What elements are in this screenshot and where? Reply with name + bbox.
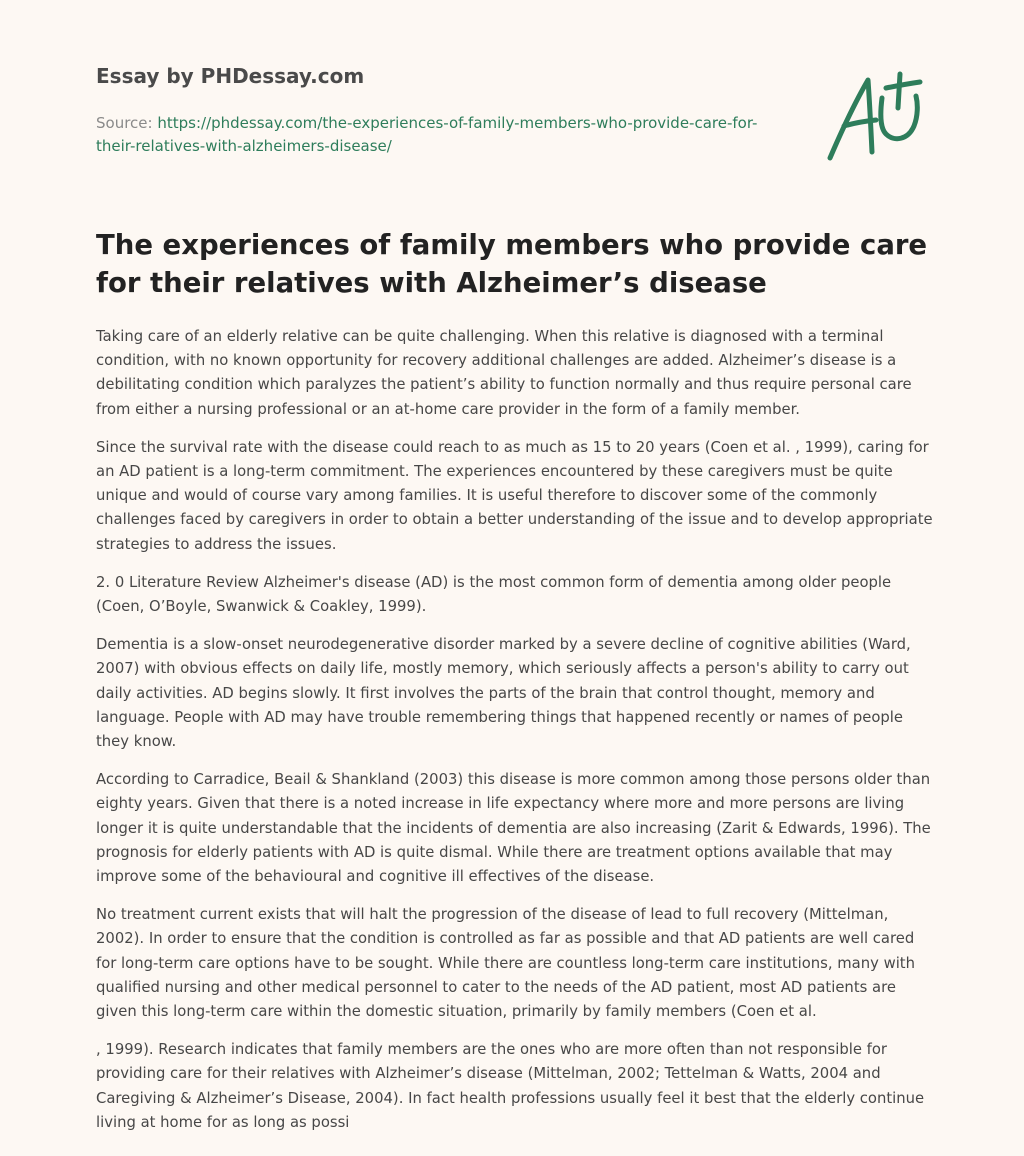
site-brand: Essay by PHDessay.com [96, 64, 365, 88]
essay-body [96, 325, 936, 1149]
paragraph: Dementia is a slow-onset neurodegenerative disorder marked by a severe decline of cognitive abilities (Ward, 2007) with obvious effects on daily life, mostly memory, which seriously affects a person's ability to carry out daily activities. AD begins slowly. It first involves the parts of the brain that control thought, memory and language. People with AD may have trouble remembering things that happened recently or names of people they know. [96, 636, 911, 751]
paragraph: , 1999). Research indicates that family members are the ones who are more often than not responsible for providing care for their relatives with Alzheimer’s disease (Mittelman, 2002; Tettelman & Watts, 2004 and Caregiving & Alzheimer’s Disease, 2004). In fact health professions usually feel it best that the elderly continue living at home for as long as possi [96, 1041, 925, 1131]
paragraph: 2. 0 Literature Review Alzheimer's disease (AD) is the most common form of dementia among older people (Coen, O’Boyle, Swanwick & Coakley, 1999). [96, 573, 892, 616]
paragraph: Taking care of an elderly relative can be quite challenging. When this relative is diagnosed with a terminal condition, with no known opportunity for recovery additional challenges are added. Alzheimer’s disease is a debilitating condition which paralyzes the patient’s ability to function normally and thus require personal care from either a nursing professional or an at-home care provider in the form of a family member. [96, 328, 912, 418]
paragraph: Since the survival rate with the disease could reach to as much as 15 to 20 years (Coen et al. , 1999), caring for an AD patient is a long-term commitment. The experiences encountered by these caregivers must be quite unique and would of course vary among families. It is useful therefore to discover some of the commonly challenges faced by caregivers in order to obtain a better understanding of the issue and to develop appropriate strategies to address the issues. [96, 438, 933, 553]
essay-title: The experiences of family members who provide care for their relatives with Alzheimer’s disease [96, 229, 928, 299]
paragraph: No treatment current exists that will halt the progression of the disease of lead to full recovery (Mittelman, 2002). In order to ensure that the condition is controlled as far as possible and that AD patients are well cared for long-term care options have to be sought. While there are countless long-term care institutions, many with qualified nursing and other medical personnel to cater to the needs of the AD patient, most AD patients are given this long-term care within the domestic situation, primarily by family members (Coen et al. [96, 906, 915, 1021]
source-line [96, 112, 776, 158]
paragraph: According to Carradice, Beail & Shankland (2003) this disease is more common among those persons older than eighty years. Given that there is a noted increase in life expectancy where more and more persons are living longer it is quite understandable that the incidents of dementia are also increasing (Zarit & Edwards, 1996). The prognosis for elderly patients with AD is quite dismal. While there are treatment options available that may improve some of the behavioural and cognitive ill effectives of the disease. [96, 771, 931, 886]
source-label: Source: [96, 114, 153, 132]
a-plus-grade-icon [824, 68, 928, 164]
source-link[interactable]: https://phdessay.com/the-experiences-of-family-members-who-provide-care-for-their-relatives-with-alzheimers-disease/ [96, 114, 758, 155]
